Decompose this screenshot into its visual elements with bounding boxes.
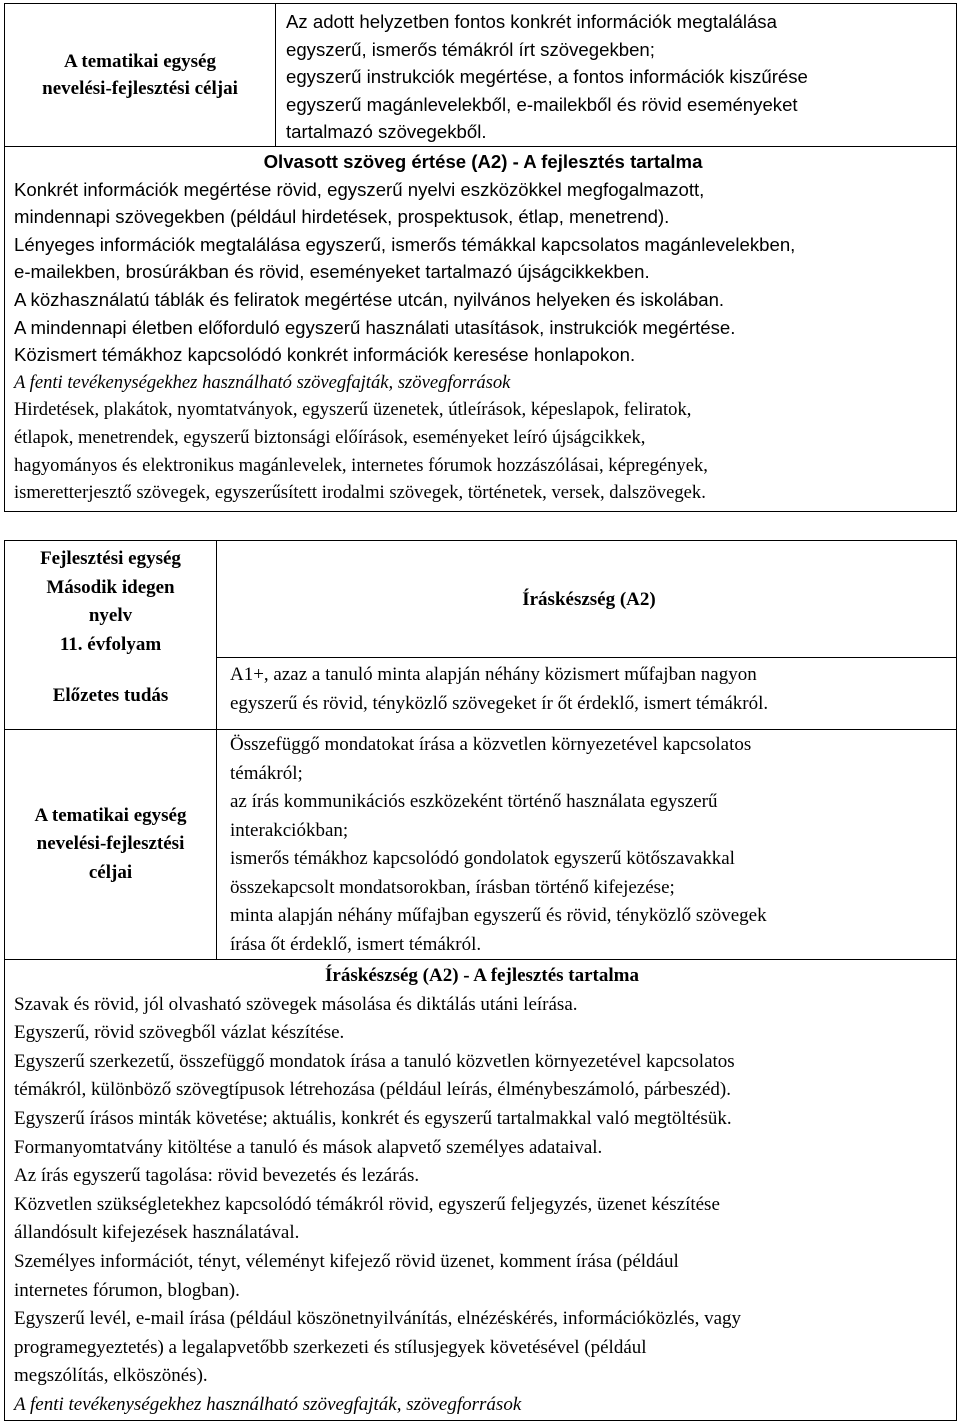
content-line: Közvetlen szükségletekhez kapcsolódó témákról rövid, egyszerű feljegyzés, üzenet készítése [14,1193,720,1215]
objective-line: tartalmazó szövegekből. [286,121,487,143]
objective-line: Összefüggő mondatokat írása a közvetlen környezetével kapcsolatos [230,734,752,755]
unit-label-line: Fejlesztési egység [40,548,181,569]
content-line: Egyszerű szerkezetű, összefüggő mondatok írása a tanuló közvetlen környezetével kapcsolatos [14,1050,735,1072]
source-line: ismeretterjesztő szövegek, egyszerűsített irodalmi szövegek, történetek, versek, dalszövegek. [14,482,706,504]
content-line: Szavak és rövid, jól olvasható szövegek másolása és diktálás utáni leírása. [14,993,578,1015]
objective-line: egyszerű, ismerős témákról írt szövegekben; [286,38,655,60]
development-content-cell [5,960,957,1421]
content-line: A mindennapi életben előforduló egyszerű használati utasítások, instrukciók megértése. [14,316,736,338]
unit-label-line: 11. évfolyam [59,633,162,655]
content-line: témákról, különböző szövegtípusok létrehozása (például leírás, élménybeszámoló, párbeszéd). [14,1079,731,1101]
prior-knowledge-line: egyszerű és rövid, tényközlő szövegeket ír őt érdeklő, ismert témákról. [230,692,769,714]
content-line: Formanyomtatvány kitöltése a tanuló és mások alapvető személyes adataival. [14,1136,603,1158]
content-line: Közismert témákhoz kapcsolódó konkrét információk keresése honlapokon. [14,344,636,366]
objectives-text-cell [217,730,957,960]
objectives-label-line: A tematikai egység [34,804,187,826]
objectives-label-cell [5,4,276,147]
content-line: Lényeges információk megtalálása egyszerű, ismerős témákkal kapcsolatos magánlevelekben, [14,233,796,255]
reading-comprehension-table [4,3,957,512]
objectives-label-line: A tematikai egység [64,50,216,72]
objective-line: egyszerű magánlevelekből, e-mailekből és rövid eseményeket [286,93,798,115]
content-heading: Olvasott szöveg értése (A2) - A fejlesztés tartalma [263,150,703,172]
objective-line: az írás kommunikációs eszközeként történő használata egyszerű [230,791,718,812]
content-line: Egyszerű írásos minták követése; aktuális, konkrét és egyszerű tartalmakkal való megtöltésük. [14,1107,732,1129]
objective-line: írása őt érdeklő, ismert témákról. [230,933,482,955]
sources-heading: A fenti tevékenységekhez használható szövegfajták, szövegforrások [14,371,511,393]
objective-line: interakciókban; [230,819,349,841]
content-heading: Íráskészség (A2) - A fejlesztés tartalma [325,965,639,986]
objective-line: minta alapján néhány műfajban egyszerű és rövid, tényközlő szövegek [230,905,767,926]
objective-line: Az adott helyzetben fontos konkrét információk megtalálása [286,11,777,32]
source-line: Hirdetések, plakátok, nyomtatványok, egyszerű üzenetek, útleírások, képeslapok, feliratok, [14,399,692,421]
objective-line: egyszerű instrukciók megértése, a fontos információk kiszűrése [286,66,808,88]
content-line: Az írás egyszerű tagolása: rövid bevezetés és lezárás. [14,1165,420,1187]
objective-line: témákról; [230,762,303,784]
prior-knowledge-line: A1+, azaz a tanuló minta alapján néhány közismert műfajban nagyon [230,664,757,685]
prior-knowledge-cell [217,658,957,730]
unit-label-line: Második idegen [46,576,175,598]
development-content-cell [5,146,957,511]
content-line: Személyes információt, tényt, véleményt kifejező rövid üzenet, komment írása (például [14,1250,679,1272]
sources-heading: A fenti tevékenységekhez használható szövegfajták, szövegforrások [14,1393,522,1415]
objectives-text-cell [276,4,957,147]
unit-label-cell [5,541,217,730]
content-line: A közhasználatú táblák és feliratok megértése utcán, nyilvános helyeken és iskolában. [14,288,725,310]
source-line: hagyományos és elektronikus magánlevelek, internetes fórumok hozzászólásai, képregények, [14,454,708,476]
prior-knowledge-label: Előzetes tudás [52,685,169,706]
content-line: megszólítás, elköszönés). [14,1365,208,1387]
objectives-label-line: nevelési-fejlesztési [36,833,185,855]
content-line: Konkrét információk megértése rövid, egyszerű nyelvi eszközökkel megfogalmazott, [14,178,705,200]
writing-skills-table [4,540,957,1421]
objective-line: ismerős témákhoz kapcsolódó gondolatok egyszerű kötőszavakkal [230,848,735,869]
objectives-label-line: céljai [88,861,133,883]
content-line: mindennapi szövegekben (például hirdetések, prospektusok, étlap, menetrend). [14,206,670,228]
unit-title: Íráskészség (A2) [522,588,656,610]
source-line: étlapok, menetrendek, egyszerű biztonsági előírások, eseményeket leíró újságcikkek, [14,426,646,448]
content-line: Egyszerű, rövid szövegből vázlat készítése. [14,1022,345,1044]
objectives-label-cell [5,730,217,960]
content-line: állandósult kifejezések használatával. [14,1222,300,1244]
objective-line: összekapcsolt mondatsorokban, írásban történő kifejezése; [230,876,675,898]
unit-label-line: nyelv [88,605,133,626]
content-line: internetes fórumon, blogban). [14,1279,240,1301]
content-line: e-mailekben, brosúrákban és rövid, eseményeket tartalmazó újságcikkekben. [14,261,650,283]
objectives-label-line: nevelési-fejlesztési céljai [42,77,238,99]
unit-title-cell [217,541,957,658]
content-line: programegyeztetés) a legalapvetőbb szerkezeti és stílusjegyek követésével (például [14,1336,647,1358]
content-line: Egyszerű levél, e-mail írása (például köszönetnyilvánítás, elnézéskérés, információközlés, vagy [14,1308,742,1330]
